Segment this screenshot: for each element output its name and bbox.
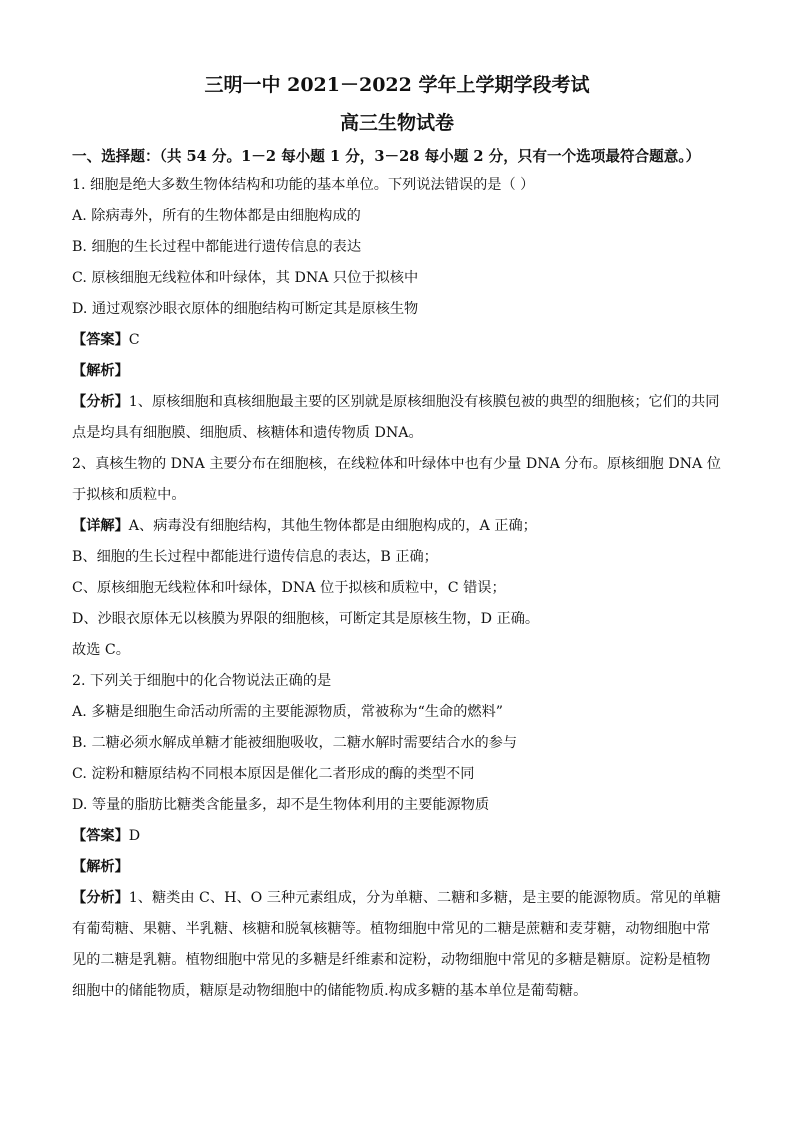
question-2-analysis-heading [72,852,722,883]
question-2 [72,666,722,1007]
analysis-tag: 【解析】 [72,363,129,379]
detail-tag: 【详解】 [72,518,129,534]
exam-title: 三明一中 2021－2022 学年上学期学段考试 [204,74,590,96]
question-1-detail-b: B、细胞的生长过程中都能进行遗传信息的表达，B 正确； [72,549,438,565]
answer-value: C [128,332,140,348]
question-1-detail-a [72,511,722,542]
question-2-option-d: D. 等量的脂肪比糖类含能量多，却不是生物体利用的主要能源物质 [72,797,490,813]
question-1 [72,170,722,666]
answer-value: D [128,828,141,844]
question-1-option-a: A. 除病毒外，所有的生物体都是由细胞构成的 [72,208,361,224]
fenxi-tag: 【分析】 [72,394,129,410]
fenxi-text: 1、原核细胞和真核细胞最主要的区别就是原核细胞没有核膜包被的典型的细胞核；它们的共同点是均具有细胞膜、细胞质、核糖体和遗传物质 DNA。 [72,394,720,441]
question-1-option-b: B. 细胞的生长过程中都能进行遗传信息的表达 [72,239,362,255]
answer-tag: 【答案】 [72,828,129,844]
question-1-stem: 1. 细胞是绝大多数生物体结构和功能的基本单位。下列说法错误的是（ ） [72,177,535,193]
question-1-detail-c: C、原核细胞无线粒体和叶绿体，DNA 位于拟核和质粒中，C 错误； [72,580,506,596]
analysis-tag: 【解析】 [72,859,129,875]
question-1-detail-d: D、沙眼衣原体无以核膜为界限的细胞核，可断定其是原核生物，D 正确。 [72,611,540,627]
question-2-fenxi-1 [72,883,722,1007]
question-1-fenxi-2: 2、真核生物的 DNA 主要分布在细胞核，在线粒体和叶绿体中也有少量 DNA 分布。原核细胞 DNA 位于拟核和质粒中。 [72,456,721,503]
section-heading: 一、选择题：（共 54 分。1－2 每小题 1 分，3－28 每小题 2 分，只有一个选项最符合题意。） [72,148,701,165]
question-2-option-b: B. 二糖必须水解成单糖才能被细胞吸收，二糖水解时需要结合水的参与 [72,735,518,751]
exam-subtitle: 高三生物试卷 [339,112,454,134]
detail-text: A、病毒没有细胞结构，其他生物体都是由细胞构成的，A 正确； [128,518,537,534]
question-1-fenxi-1 [72,387,722,449]
question-1-answer [72,325,722,356]
question-2-answer [72,821,722,852]
answer-tag: 【答案】 [72,332,129,348]
question-2-option-a: A. 多糖是细胞生命活动所需的主要能源物质，常被称为“生命的燃料” [72,704,504,720]
question-2-stem: 2. 下列关于细胞中的化合物说法正确的是 [72,673,332,689]
question-1-conclusion: 故选 C。 [72,642,130,658]
question-1-analysis-heading [72,356,722,387]
question-1-option-c: C. 原核细胞无线粒体和叶绿体，其 DNA 只位于拟核中 [72,270,419,286]
fenxi-text: 1、糖类由 C、H、O 三种元素组成，分为单糖、二糖和多糖，是主要的能源物质。常见的单糖有葡萄糖、果糖、半乳糖、核糖和脱氧核糖等。植物细胞中常见的二糖是蔗糖和麦芽糖，动物细胞中常见的二糖是乳糖。植物细胞中常见的多糖是纤维素和淀粉，动物细胞中常见的多糖是糖原。淀粉是植物细胞中的储能物质，糖原是动物细胞中的储能物质.构成多糖的基本单位是葡萄糖。 [72,890,721,999]
fenxi-tag: 【分析】 [72,890,129,906]
question-1-option-d: D. 通过观察沙眼衣原体的细胞结构可断定其是原核生物 [72,301,419,317]
question-2-option-c: C. 淀粉和糖原结构不同根本原因是催化二者形成的酶的类型不同 [72,766,475,782]
